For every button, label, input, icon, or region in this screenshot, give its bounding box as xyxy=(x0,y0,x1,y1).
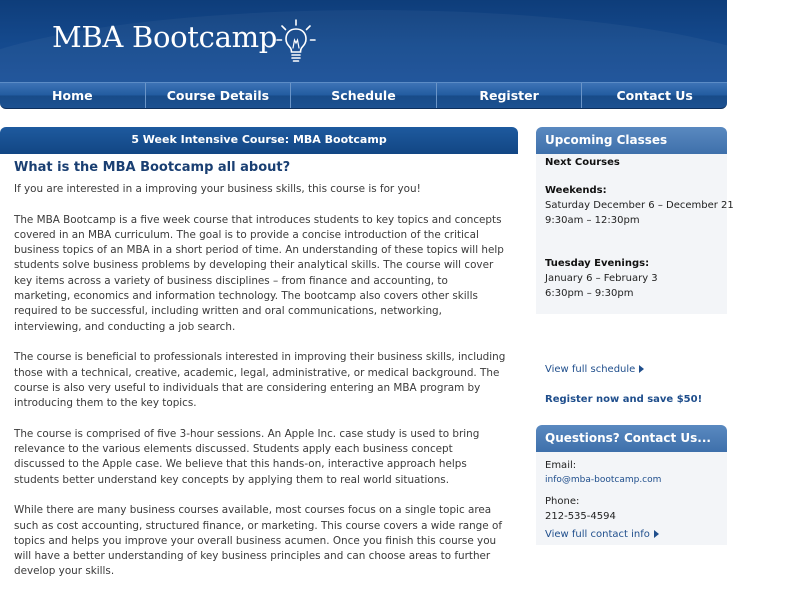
weekends-time: 9:30am – 12:30pm xyxy=(545,215,640,226)
phone-number: 212-535-4594 xyxy=(545,511,616,522)
view-schedule-link[interactable]: View full schedule xyxy=(545,364,636,375)
email-link[interactable]: info@mba-bootcamp.com xyxy=(545,475,662,485)
arrow-right-icon xyxy=(639,365,644,373)
page-heading: What is the MBA Bootcamp all about? xyxy=(14,160,291,175)
phone-label: Phone: xyxy=(545,496,580,507)
lightbulb-icon xyxy=(276,18,316,66)
nav-schedule[interactable]: Schedule xyxy=(291,83,437,108)
next-courses-label: Next Courses xyxy=(545,157,620,168)
content-paragraph: The course is comprised of five 3-hour sessions. An Apple Inc. case study is used to bring relevance to the various elements discussed. Students apply each business concept discussed to the Apple case. We believe that this hands-on, interactive approach helps students better understand key concepts by applying them to real world situations. xyxy=(14,427,480,486)
nav-register[interactable]: Register xyxy=(437,83,583,108)
main-section-title: 5 Week Intensive Course: MBA Bootcamp xyxy=(0,127,518,154)
nav-contact-us[interactable]: Contact Us xyxy=(616,88,693,103)
main-content xyxy=(14,160,506,595)
content-paragraph: The course is beneficial to professionals interested in improving their business skills, including those with a technical, creative, academic, legal, administrative, or medical background. The course is also very useful to individuals that are considering entering an MBA program by introducing them to the key topics. xyxy=(14,351,506,410)
contact-header: Questions? Contact Us... xyxy=(536,425,727,452)
evenings-block xyxy=(545,256,725,301)
intro-paragraph: If you are interested in a improving your business skills, this course is for you! xyxy=(14,183,421,195)
main-navigation xyxy=(0,82,727,109)
view-contact-link[interactable]: View full contact info xyxy=(545,529,650,540)
register-row xyxy=(545,394,725,405)
evenings-dates: January 6 – February 3 xyxy=(545,273,658,284)
site-header xyxy=(0,0,727,82)
weekends-dates: Saturday December 6 – December 21 xyxy=(545,200,734,211)
content-paragraph: The MBA Bootcamp is a five week course that introduces students to key topics and concepts covered in an MBA curriculum. The goal is to provide a concise introduction of the critical business topics of an MBA in a short period of time. An understanding of these topics will help students solve business problems by developing their analytical skills. The course will cover key items across a variety of business disciplines – from finance and accounting, to marketing, economics and information technology. The bootcamp also covers other skills required to be successful, including written and oral communications, networking, interviewing, and conducting a job search. xyxy=(14,213,504,333)
nav-home[interactable]: Home xyxy=(0,83,146,108)
site-logo-text[interactable]: MBA Bootcamp xyxy=(52,20,278,54)
contact-content xyxy=(545,458,725,542)
weekends-block xyxy=(545,183,734,228)
arrow-right-icon xyxy=(654,530,659,538)
register-now-link[interactable]: Register now and save $50! xyxy=(545,394,703,405)
view-schedule-row xyxy=(545,364,725,375)
email-label: Email: xyxy=(545,460,577,471)
nav-course-details[interactable]: Course Details xyxy=(146,83,292,108)
content-paragraph: While there are many business courses available, most courses focus on a single topic area such as cost accounting, structured finance, or marketing. This course covers a wide range of topics and helps you improve your overall business acumen. Once you finish this course you will have a better understanding of key business principles and can choose areas to further develop your skills. xyxy=(14,504,502,578)
evenings-label: Tuesday Evenings: xyxy=(545,258,650,269)
upcoming-classes-header: Upcoming Classes xyxy=(536,127,727,154)
weekends-label: Weekends: xyxy=(545,185,607,196)
evenings-time: 6:30pm – 9:30pm xyxy=(545,288,634,299)
